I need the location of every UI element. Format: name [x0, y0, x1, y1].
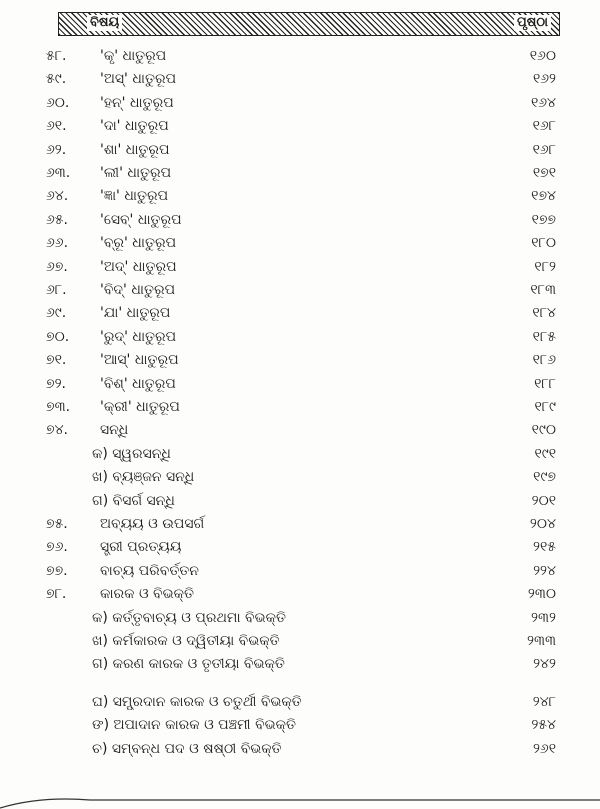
toc-entry-page: ୧୮୨: [534, 258, 556, 275]
toc-entry-page: ୨୫୪: [531, 717, 556, 734]
toc-entry-number: ୭୦.: [46, 328, 70, 345]
toc-entry-page: ୨୦୧: [531, 492, 556, 509]
toc-row: [0, 630, 600, 652]
toc-entry-page: ୧୮୮: [534, 375, 556, 392]
toc-entry-title: ସନ୍ଧି: [100, 422, 129, 439]
toc-entry-title: ଗ) କରଣ କାରକ ଓ ତୃତୀୟା ବିଭକ୍ତି: [92, 656, 285, 673]
toc-entry-page: ୨୪୨: [533, 656, 556, 673]
toc-entry-title: କ) ସ୍ୱରସନ୍ଧି: [92, 445, 171, 462]
toc-row: [0, 396, 600, 418]
toc-entry-page: ୨୧୫: [532, 539, 556, 556]
toc-entry-number: ୭୨.: [46, 375, 66, 392]
toc-entry-title: 'ରୁଦ୍' ଧାତୁରୂପ: [100, 328, 177, 345]
toc-entry-page: ୧୮୯: [534, 399, 556, 415]
toc-entry-page: ୨୦୪: [529, 516, 556, 532]
toc-entry-page: ୧୮୬: [532, 352, 556, 369]
toc-entry-page: ୨୩୩: [527, 633, 556, 649]
toc-row: [0, 536, 600, 558]
subject-column-label: ବିଷୟ: [87, 15, 122, 31]
toc-entry-page: ୨୬୧: [532, 740, 556, 757]
toc-row: [0, 185, 600, 207]
toc-row: [0, 738, 600, 760]
toc-row: [0, 560, 600, 582]
toc-entry-title: 'ଶା' ଧାତୁରୂପ: [100, 141, 170, 158]
toc-entry-title: 'ଅସ୍' ଧାତୁରୂପ: [100, 71, 177, 88]
toc-row: [0, 139, 600, 161]
toc-entry-number: ୫୮.: [46, 48, 67, 64]
toc-entry-title: 'ବିଦ୍' ଧାତୁରୂପ: [100, 282, 176, 298]
toc-entry-page: ୨୩୨: [531, 609, 556, 626]
toc-row: [0, 349, 600, 371]
toc-entry-page: ୨୩୦: [527, 586, 556, 603]
toc-entry-number: ୬୯.: [46, 305, 67, 322]
toc-row: [0, 279, 600, 301]
toc-entry-number: ୬୬.: [46, 235, 69, 252]
toc-entry-title: ବାଚ୍ୟ ପରିବର୍ତ୍ତନ: [100, 562, 199, 579]
toc-entry-title: 'ଆସ୍' ଧାତୁରୂପ: [100, 352, 179, 369]
toc-entry-title: 'ବ୍ରୂ' ଧାତୁରୂପ: [100, 235, 177, 252]
toc-entry-title: 'ଜ୍ଞା' ଧାତୁରୂପ: [100, 188, 169, 205]
toc-entry-title: 'ହନ୍' ଧାତୁରୂପ: [100, 94, 174, 111]
toc-row: [0, 326, 600, 348]
toc-entry-page: ୧୯୧: [534, 445, 556, 462]
toc-row: [0, 419, 600, 441]
toc-row: [0, 92, 600, 114]
toc-entry-title: 'ଲୀ' ଧାତୁରୂପ: [100, 165, 172, 181]
toc-entry-page: ୧୮୫: [532, 328, 556, 345]
toc-entry-number: ୬୭.: [46, 258, 68, 275]
toc-row: [0, 373, 600, 395]
toc-row: [0, 45, 600, 67]
toc-row: [0, 607, 600, 629]
toc-entry-title: ଗ) ବିସର୍ଗ ସନ୍ଧି: [92, 492, 175, 509]
toc-row: [0, 513, 600, 535]
toc-entry-number: ୭୬.: [46, 539, 68, 556]
toc-entry-title: ଖ) ବ୍ୟଞ୍ଜନ ସନ୍ଧି: [92, 469, 195, 486]
page-column-label: ପୃଷ୍ଠା: [514, 15, 551, 31]
toc-entry-page: ୧୬୨: [532, 71, 556, 88]
toc-row: [0, 302, 600, 324]
toc-entry-page: ୧୮୦: [531, 235, 556, 252]
toc-entry-title: 'ଦା' ଧାତୁରୂପ: [100, 118, 169, 135]
page-edge-curve: [0, 786, 600, 809]
toc-entry-number: ୭୩.: [46, 399, 71, 415]
toc-entry-page: ୧୬୦: [529, 48, 556, 64]
toc-row: [0, 162, 600, 184]
toc-row: [0, 490, 600, 512]
toc-entry-page: ୧୯୭: [533, 469, 556, 486]
toc-row: [0, 691, 600, 713]
toc-entry-title: ଘ) ସମ୍ପ୍ରଦାନ କାରକ ଓ ଚତୁର୍ଥୀ ବିଭକ୍ତି: [92, 693, 302, 710]
toc-entry-number: ୬୩.: [46, 165, 71, 181]
toc-entry-page: ୨୨୪: [533, 562, 556, 579]
toc-row: [0, 466, 600, 488]
toc-entry-number: ୬୨.: [46, 141, 67, 158]
toc-entry-number: ୬୦.: [46, 94, 70, 111]
toc-entry-title: 'ଅଦ୍' ଧାତୁରୂପ: [100, 258, 177, 275]
toc-entry-page: ୧୬୪: [530, 94, 556, 111]
toc-row: [0, 232, 600, 254]
toc-entry-title: ଙ) ଅପାଦାନ କାରକ ଓ ପଞ୍ଚମୀ ବିଭକ୍ତି: [92, 717, 296, 734]
toc-row: [0, 653, 600, 675]
toc-row: [0, 68, 600, 90]
toc-entry-title: ଚ) ସମ୍ବନ୍ଧ ପଦ ଓ ଷଷ୍ଠୀ ବିଭକ୍ତି: [92, 740, 282, 757]
toc-row: [0, 209, 600, 231]
toc-entry-number: ୭୮.: [46, 586, 67, 603]
toc-entry-number: ୬୧.: [46, 118, 67, 135]
toc-entry-number: ୭୭.: [46, 562, 68, 579]
toc-entry-title: ଖ) କର୍ମକାରକ ଓ ଦ୍ୱିତୀୟା ବିଭକ୍ତି: [92, 633, 280, 649]
toc-entry-title: 'ସେବ୍' ଧାତୁରୂପ: [100, 211, 182, 228]
toc-entry-title: ସ୍ତ୍ରୀ ପ୍ରତ୍ୟୟ: [100, 539, 182, 556]
toc-entry-number: ୬୮.: [46, 282, 67, 298]
toc-row: [0, 443, 600, 465]
toc-entry-number: ୬୫.: [46, 211, 68, 228]
toc-entry-number: ୫୯.: [46, 71, 67, 88]
toc-entry-number: ୭୧.: [46, 352, 67, 369]
toc-entry-number: ୬୪.: [46, 188, 69, 205]
toc-entry-number: ୭୪.: [46, 422, 68, 439]
toc-entry-title: 'କ୍ରୀ' ଧାତୁରୂପ: [100, 399, 180, 415]
toc-entry-page: ୧୭୭: [531, 211, 556, 228]
toc-entry-page: ୧୭୪: [531, 188, 556, 205]
toc-row: [0, 115, 600, 137]
toc-row: [0, 714, 600, 736]
toc-entry-number: ୭୫.: [46, 516, 68, 532]
toc-entry-page: ୧୬୮: [532, 141, 556, 158]
toc-entry-title: କ) କର୍ତ୍ତୃବାଚ୍ୟ ଓ ପ୍ରଥମା ବିଭକ୍ତି: [92, 609, 286, 626]
toc-entry-page: ୧୯୦: [531, 422, 556, 439]
toc-entry-page: ୨୪୮: [532, 693, 556, 710]
toc-entry-page: ୧୭୧: [532, 165, 556, 181]
toc-entry-title: 'ବିଶ୍' ଧାତୁରୂପ: [100, 375, 176, 392]
toc-entry-page: ୧୬୮: [532, 118, 556, 135]
toc-entry-title: ଅବ୍ୟୟ ଓ ଉପସର୍ଗ: [100, 516, 205, 532]
toc-entry-title: 'କୃ' ଧାତୁରୂପ: [100, 48, 167, 64]
toc-entry-page: ୧୮୩: [530, 282, 556, 298]
toc-entry-title: 'ଯା' ଧାତୁରୂପ: [100, 305, 171, 322]
toc-entry-page: ୧୮୪: [532, 305, 556, 322]
toc-row: [0, 256, 600, 278]
toc-entry-title: କାରକ ଓ ବିଭକ୍ତି: [100, 586, 194, 603]
toc-row: [0, 583, 600, 605]
